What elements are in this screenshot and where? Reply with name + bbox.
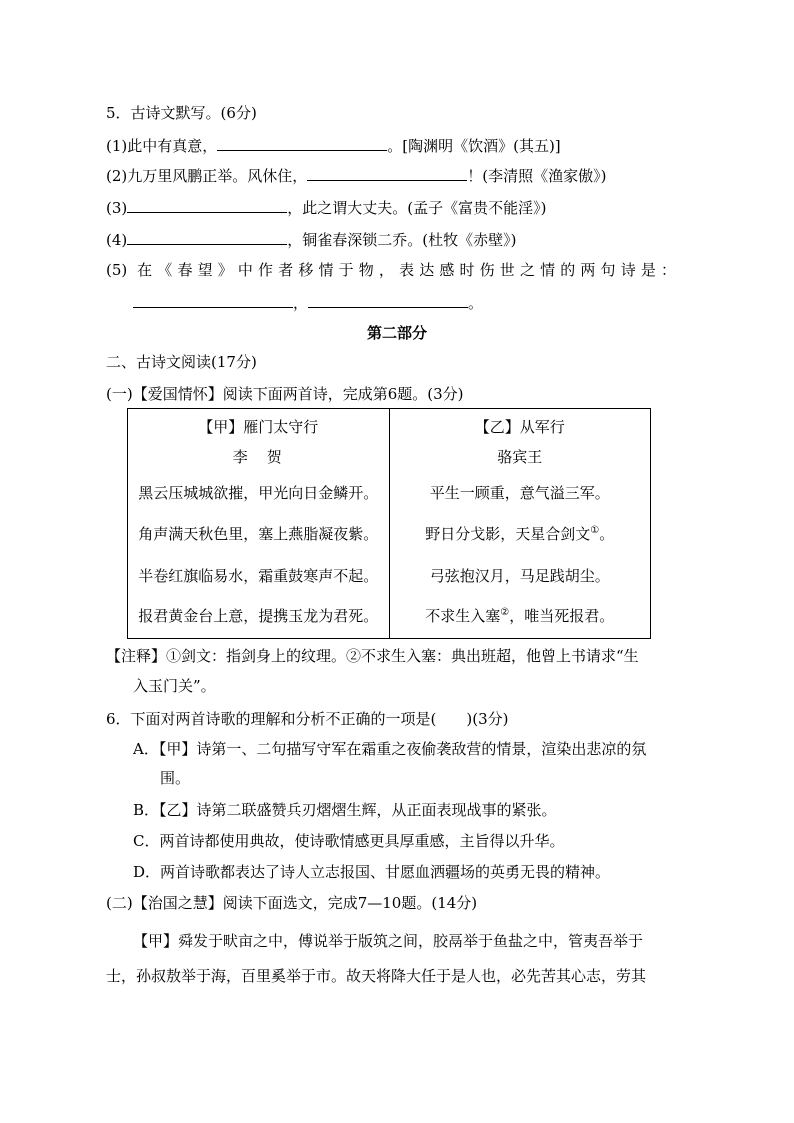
section-title: 二、古诗文阅读(17分) [106, 353, 257, 371]
answer-blank-2[interactable] [307, 165, 467, 181]
subsection-2-title: (二)【治国之慧】阅读下面选文，完成7—10题。(14分) [106, 894, 478, 912]
annotation-line-2: 入玉门关”。 [133, 677, 216, 695]
q6-option-c[interactable]: C．两首诗都使用典故，使诗歌情感更具厚重感，主旨得以升华。 [133, 832, 565, 850]
passage-line-2: 士，孙叔敖举于海，百里奚举于市。故天将降大任于是人也，必先苦其心志，劳其 [106, 967, 647, 985]
q5-item-5-separator: ， [293, 294, 309, 312]
poem-table [127, 408, 651, 639]
poem-yi-line-text: 不求生入塞 [425, 607, 501, 625]
q6-stem: 6．下面对两首诗歌的理解和分析不正确的一项是( )(3分) [106, 710, 509, 728]
poem-jia-cell [128, 409, 390, 639]
q5-item-5-end: 。 [468, 294, 484, 312]
poem-yi-line [390, 605, 651, 626]
q5-item-2-source: ！(李清照《渔家傲》) [467, 167, 607, 185]
subsection-1-title: (一)【爱国情怀】阅读下面两首诗，完成第6题。(3分) [106, 385, 464, 403]
annotation-line-1: 【注释】①剑文：指剑身上的纹理。②不求生入塞：典出班超，他曾上书请求“生 [106, 647, 639, 665]
q5-item-2 [106, 165, 606, 186]
answer-blank-6[interactable] [308, 292, 468, 308]
q5-item-3-prefix: (3) [106, 199, 128, 217]
poem-jia-line: 报君黄金台上意，提携玉龙为君死。 [138, 607, 379, 625]
part-heading: 第二部分 [366, 324, 427, 342]
q5-item-4 [106, 229, 516, 250]
q6-option-a[interactable]: A．【甲】诗第一、二句描写守军在霜重之夜偷袭敌营的情景，渲染出悲凉的氛 [133, 740, 647, 758]
poem-jia-title: 【甲】雁门太守行 [198, 418, 319, 436]
poem-jia-author: 李 贺 [232, 448, 284, 466]
q5-item-2-prefix: (2)九万里风鹏正举。风休住， [106, 167, 308, 185]
q5-item-5-blanks [133, 292, 483, 313]
poem-yi-line-text: 野日分戈影，天星合剑文 [425, 525, 591, 543]
poem-jia-line: 角声满天秋色里，塞上燕脂凝夜紫。 [138, 525, 379, 543]
q5-item-5: (5) 在《春望》中作者移情于物，表达感时伤世之情的两句诗是： [106, 261, 676, 279]
poem-jia-line: 半卷红旗临易水，霜重鼓寒声不起。 [138, 567, 379, 585]
answer-blank-4[interactable] [127, 229, 287, 245]
q5-item-4-source: ，铜雀春深锁二乔。(杜牧《赤壁》) [287, 231, 517, 249]
q5-item-3-source: ，此之谓大丈夫。(孟子《富贵不能淫》) [287, 199, 547, 217]
q5-item-4-prefix: (4) [106, 231, 128, 249]
poem-yi-title: 【乙】从军行 [474, 418, 565, 436]
footnote-marker-2: ② [500, 607, 510, 618]
q5-item-1-source: 。[陶渊明《饮酒》(其五)] [387, 137, 561, 155]
answer-blank-1[interactable] [217, 135, 387, 151]
poem-yi-author: 骆宾王 [497, 448, 543, 466]
poem-yi-cell [389, 409, 651, 639]
poem-yi-line: 弓弦抱汉月，马足践胡尘。 [429, 567, 610, 585]
poem-yi-line-end: ，唯当死报君。 [509, 607, 615, 625]
passage-line-1: 【甲】舜发于畎亩之中，傅说举于版筑之间，胶鬲举于鱼盐之中，管夷吾举于 [133, 932, 644, 950]
poem-yi-line-end: 。 [599, 525, 615, 543]
poem-yi-line: 平生一顾重，意气溢三军。 [429, 484, 610, 502]
q5-item-3 [106, 197, 546, 218]
q6-option-d[interactable]: D．两首诗歌都表达了诗人立志报国、甘愿血洒疆场的英勇无畏的精神。 [133, 863, 611, 881]
answer-blank-5[interactable] [133, 292, 293, 308]
poem-yi-line [390, 523, 651, 544]
q6-option-a-cont: 围。 [160, 769, 191, 787]
answer-blank-3[interactable] [127, 197, 287, 213]
q5-item-1-prefix: (1)此中有真意， [106, 137, 218, 155]
q5-title: 5．古诗文默写。(6分) [106, 104, 257, 122]
poem-jia-line: 黑云压城城欲摧，甲光向日金鳞开。 [138, 484, 379, 502]
q5-item-1 [106, 135, 561, 156]
footnote-marker-1: ① [590, 525, 600, 536]
q6-option-b[interactable]: B．【乙】诗第二联盛赞兵刃熠熠生辉，从正面表现战事的紧张。 [133, 801, 557, 819]
